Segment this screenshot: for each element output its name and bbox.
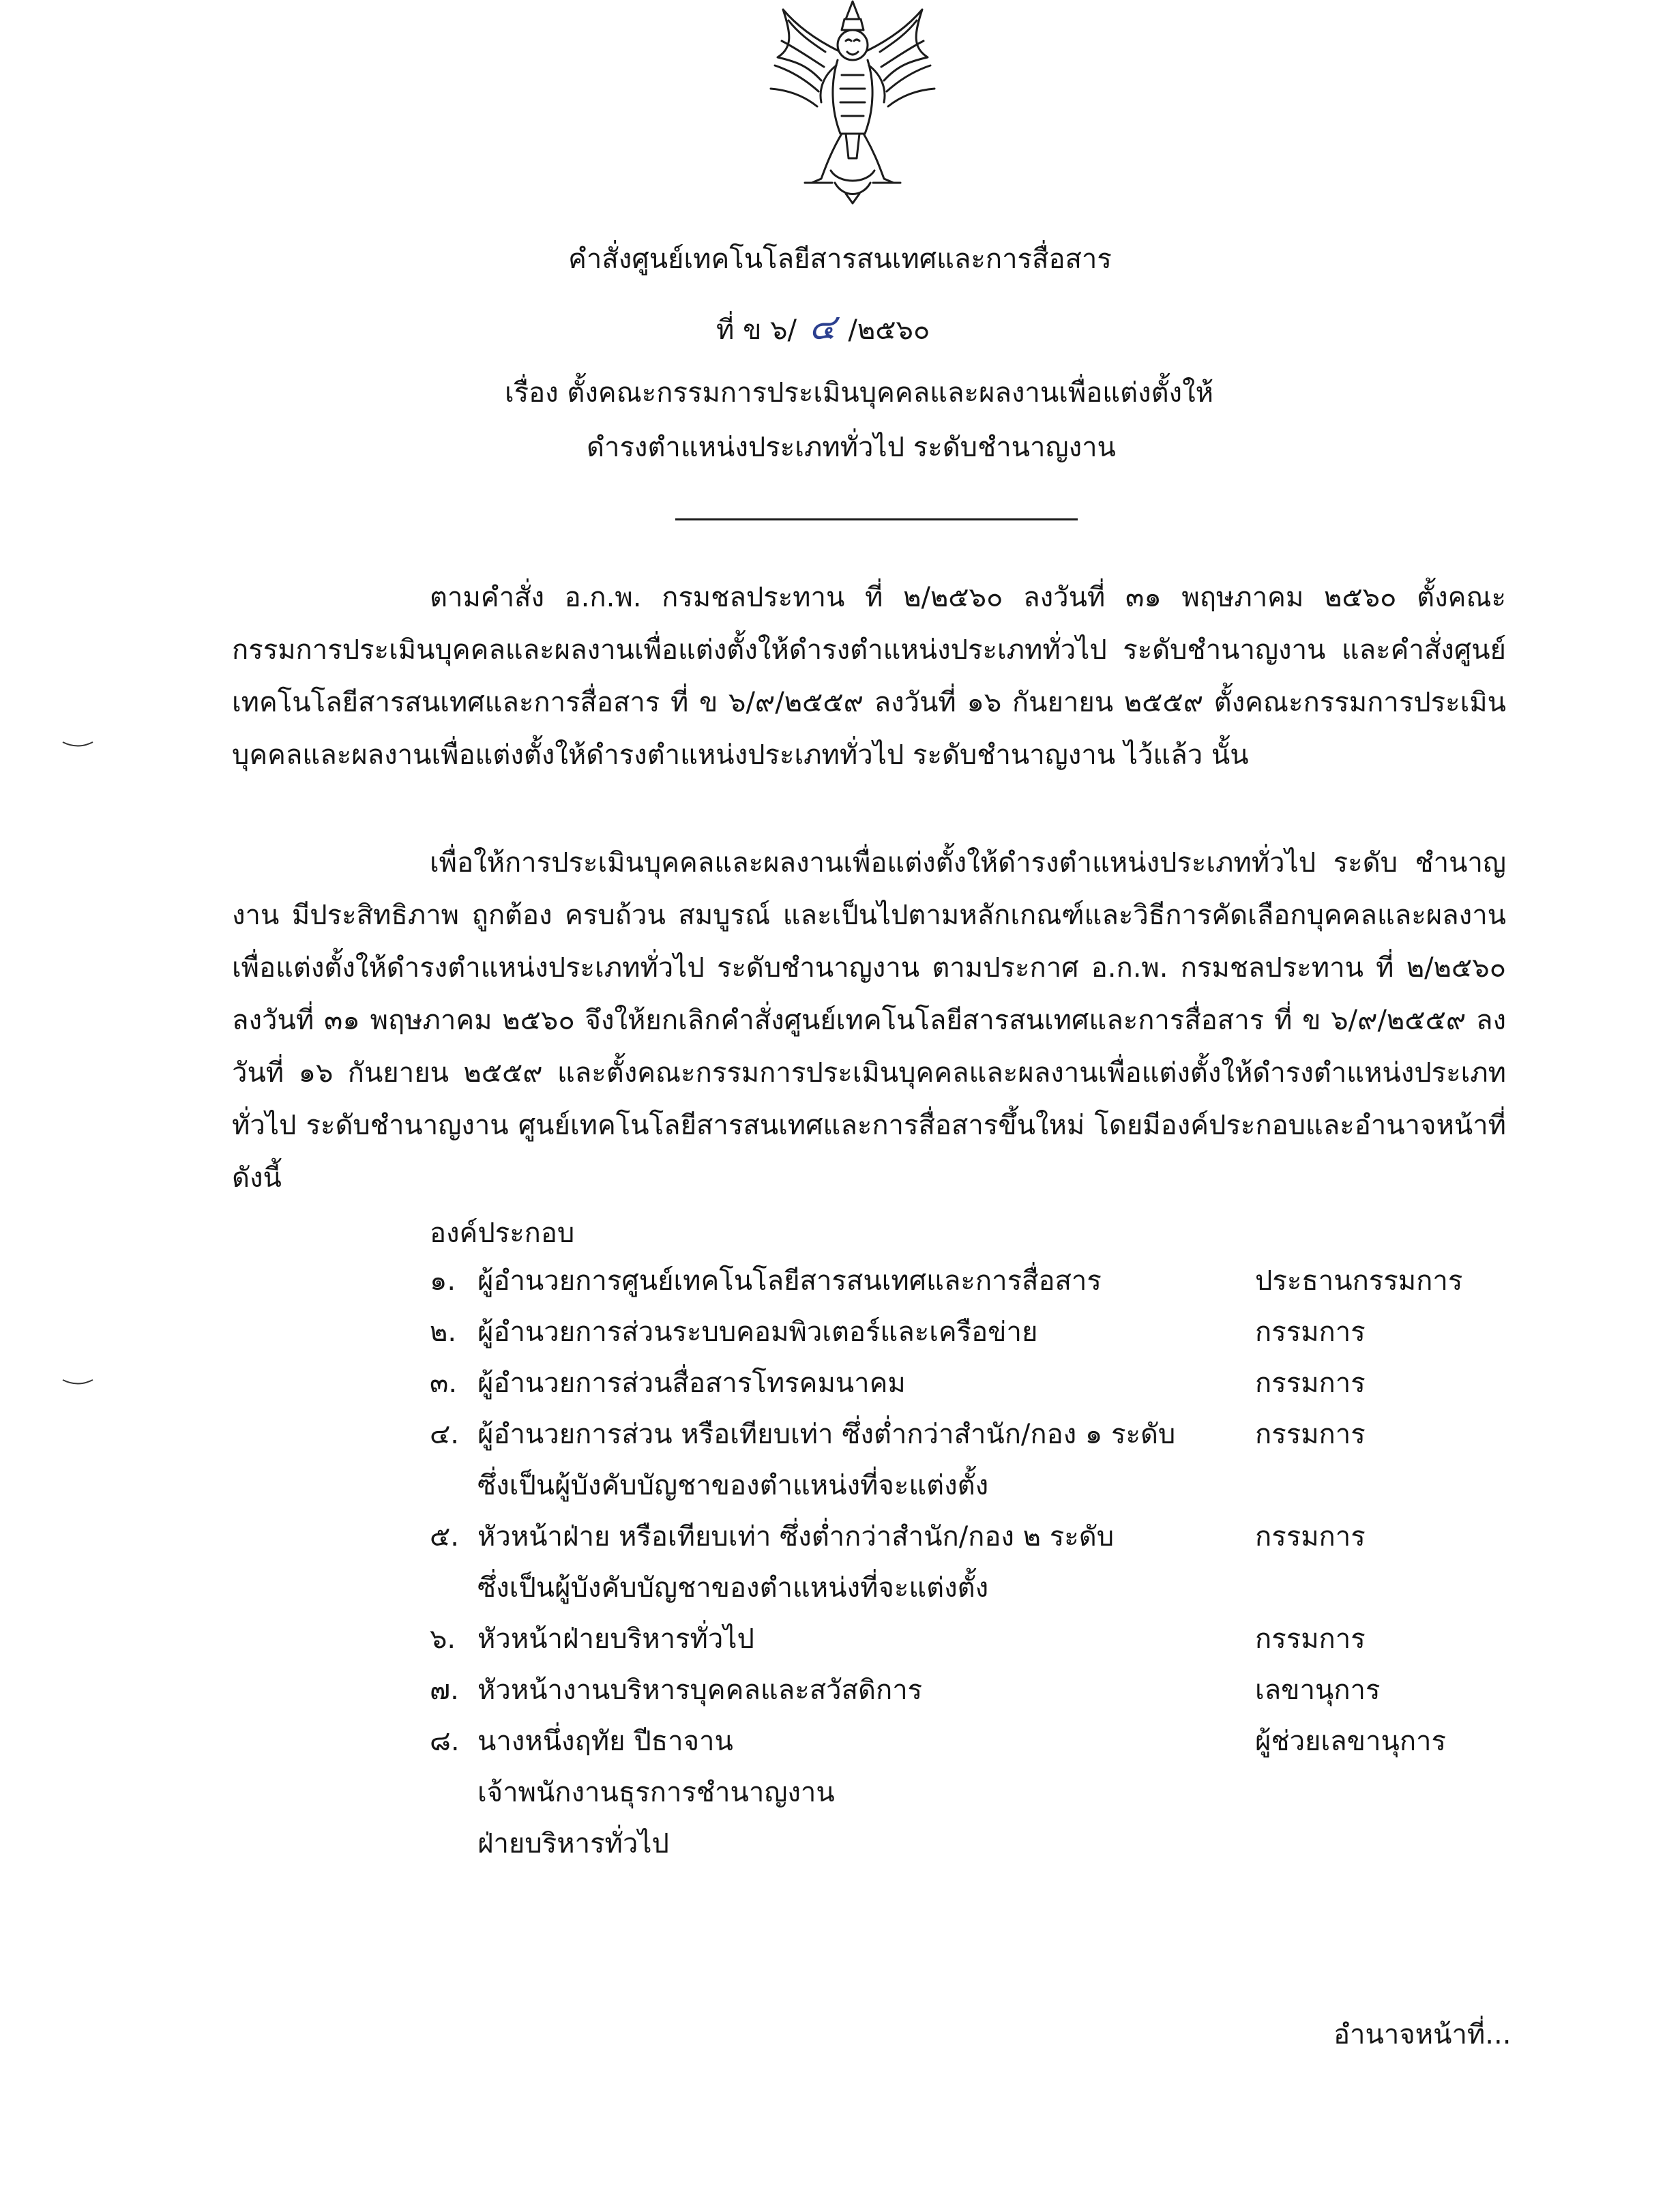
member-role: กรรมการ	[1255, 1521, 1366, 1552]
paragraph-2-body: ชำนาญงาน มีประสิทธิภาพ ถูกต้อง ครบถ้วน สมบูรณ์ และเป็นไปตามหลักเกณฑ์และวิธีการคัดเลือกบุคคลและผลงานเพื่อแต่งตั้งให้ดำรงตำแหน่งประเภททั่วไป ระดับชำนาญงาน ตามประกาศ อ.ก.พ. กรมชลประทาน ที่ ๒/๒๕๖๐ ลงวันที่ ๓๑ พฤษภาคม ๒๕๖๐ จึงให้ยกเลิกคำสั่งศูนย์เทคโนโลยีสารสนเทศและการสื่อสาร ที่ ข ๖/๙/๒๕๕๙ ลงวันที่ ๑๖ กันยายน ๒๕๕๙ และตั้งคณะกรรมการประเมินบุคคลและผลงานเพื่อแต่งตั้งให้ดำรงตำแหน่งประเภททั่วไป ระดับชำนาญงาน ศูนย์เทคโนโลยีสารสนเทศและการสื่อสารขึ้นใหม่ โดยมีองค์ประกอบและอำนาจหน้าที่ ดังนี้	[232, 847, 1507, 1194]
title-divider	[675, 518, 1078, 520]
member-role: เลขานุการ	[1255, 1675, 1381, 1706]
member-position: นางหนึ่งฤทัย ปีธาจาน	[477, 1726, 733, 1757]
member-number: ๖.	[430, 1623, 456, 1655]
member-row	[0, 1415, 1680, 1456]
reference-number	[716, 308, 930, 349]
member-row	[0, 1364, 1680, 1405]
member-row	[0, 1518, 1680, 1559]
reference-suffix: /๒๕๖๐	[848, 314, 930, 346]
member-row	[0, 1467, 1680, 1507]
member-role: ประธานกรรมการ	[1255, 1265, 1463, 1297]
paragraph-2-lead: เพื่อให้การประเมินบุคคลและผลงานเพื่อแต่งตั้งให้ดำรงตำแหน่งประเภททั่วไป ระดับ	[430, 847, 1398, 879]
member-row	[0, 1620, 1680, 1661]
member-position: ผู้อำนวยการส่วนสื่อสารโทรคมนาคม	[477, 1368, 906, 1399]
member-number: ๑.	[430, 1265, 456, 1297]
paragraph-1-lead: ตามคำสั่ง อ.ก.พ. กรมชลประทาน ที่ ๒/๒๕๖๐ ลงวันที่ ๓๑ พฤษภาคม ๒๕๖๐	[430, 582, 1397, 613]
order-title: คำสั่งศูนย์เทคโนโลยีสารสนเทศและการสื่อสาร	[568, 244, 1112, 275]
garuda-emblem-icon	[750, 0, 955, 205]
member-role: ผู้ช่วยเลขานุการ	[1255, 1726, 1446, 1757]
paragraph-1	[232, 572, 1506, 782]
member-role: กรรมการ	[1255, 1316, 1366, 1348]
member-position: ผู้อำนวยการส่วนระบบคอมพิวเตอร์และเครือข่าย	[477, 1316, 1038, 1348]
member-number: ๒.	[430, 1316, 457, 1348]
reference-prefix: ที่ ข ๖/	[716, 314, 797, 346]
continuation-note: อำนาจหน้าที่...	[1333, 2019, 1512, 2050]
member-row	[0, 1262, 1680, 1303]
member-position: ผู้อำนวยการส่วน หรือเทียบเท่า ซึ่งต่ำกว่าสำนัก/กอง ๑ ระดับ	[477, 1419, 1176, 1450]
member-row	[0, 1569, 1680, 1610]
member-position: หัวหน้าฝ่ายบริหารทั่วไป	[477, 1623, 754, 1655]
member-row	[0, 1722, 1680, 1763]
member-number: ๓.	[430, 1368, 458, 1399]
member-position: ซึ่งเป็นผู้บังคับบัญชาของตำแหน่งที่จะแต่งตั้ง	[477, 1470, 989, 1501]
handwritten-number: ๔	[809, 307, 836, 348]
paragraph-2	[232, 837, 1506, 1205]
member-position: ผู้อำนวยการศูนย์เทคโนโลยีสารสนเทศและการสื่อสาร	[477, 1265, 1102, 1297]
subject-line-2: ดำรงตำแหน่งประเภททั่วไป ระดับชำนาญงาน	[587, 432, 1116, 463]
member-role: กรรมการ	[1255, 1368, 1366, 1399]
member-number: ๗.	[430, 1675, 459, 1706]
subject-line-1: เรื่อง ตั้งคณะกรรมการประเมินบุคคลและผลงานเพื่อแต่งตั้งให้	[505, 377, 1213, 409]
member-number: ๘.	[430, 1726, 460, 1757]
member-position: หัวหน้าฝ่าย หรือเทียบเท่า ซึ่งต่ำกว่าสำนัก/กอง ๒ ระดับ	[477, 1521, 1115, 1552]
member-row	[0, 1773, 1680, 1814]
composition-heading: องค์ประกอบ	[430, 1218, 575, 1249]
member-position: เจ้าพนักงานธุรการชำนาญงาน	[477, 1777, 835, 1808]
member-number: ๕.	[430, 1521, 459, 1552]
member-number: ๔.	[430, 1419, 459, 1450]
member-row	[0, 1825, 1680, 1866]
margin-mark	[61, 1378, 94, 1387]
member-position: ซึ่งเป็นผู้บังคับบัญชาของตำแหน่งที่จะแต่งตั้ง	[477, 1572, 989, 1604]
member-role: กรรมการ	[1255, 1623, 1366, 1655]
member-role: กรรมการ	[1255, 1419, 1366, 1450]
member-position: ฝ่ายบริหารทั่วไป	[477, 1828, 669, 1859]
member-position: หัวหน้างานบริหารบุคคลและสวัสดิการ	[477, 1675, 923, 1706]
member-row	[0, 1313, 1680, 1354]
margin-mark	[61, 740, 94, 750]
member-row	[0, 1671, 1680, 1712]
paragraph-1-body: ตั้งคณะกรรมการประเมินบุคคลและผลงานเพื่อแต่งตั้งให้ดำรงตำแหน่งประเภททั่วไป ระดับชำนาญงาน และคำสั่งศูนย์เทคโนโลยีสารสนเทศและการสื่อสาร ที่ ข ๖/๙/๒๕๕๙ ลงวันที่ ๑๖ กันยายน ๒๕๕๙ ตั้งคณะกรรมการประเมินบุคคลและผลงานเพื่อแต่งตั้งให้ดำรงตำแหน่งประเภททั่วไป ระดับชำนาญงาน ไว้แล้ว นั้น	[232, 582, 1506, 771]
